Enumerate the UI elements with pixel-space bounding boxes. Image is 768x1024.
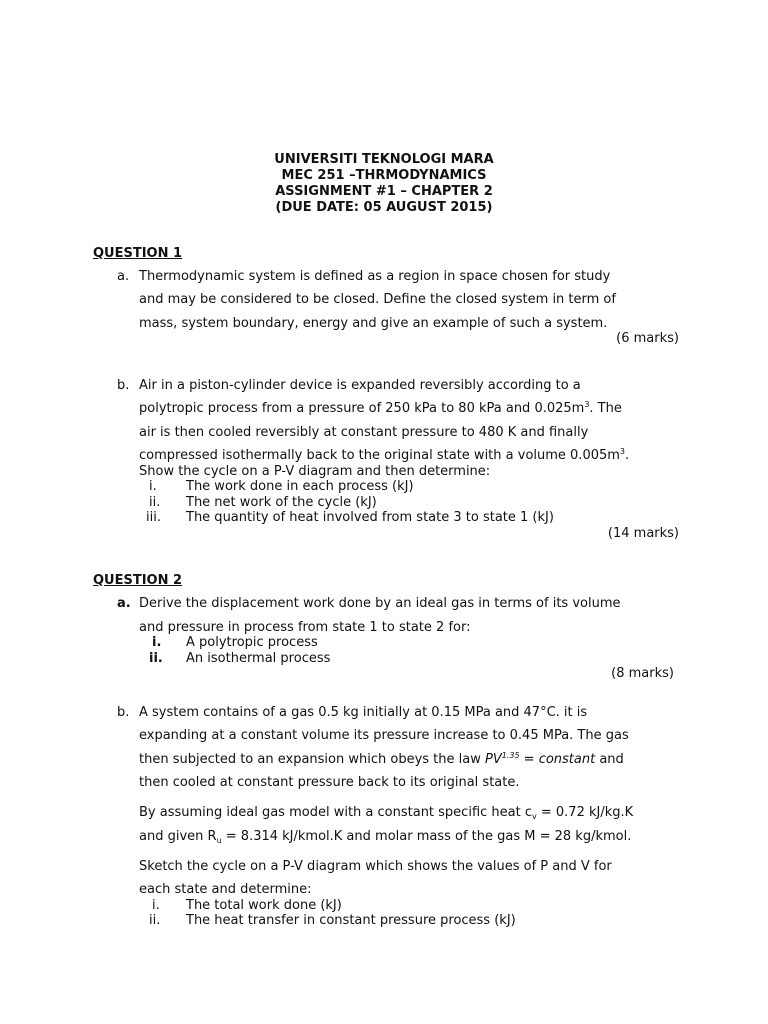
q2a-item-2-text: An isothermal process [186, 651, 331, 666]
q2b-item-1-text: The total work done (kJ) [186, 898, 342, 913]
question-2-title: QUESTION 2 [93, 573, 183, 588]
q2b-item-2-text: The heat transfer in constant pressure process (kJ) [186, 913, 516, 928]
q1b-item-2-text: The net work of the cycle (kJ) [186, 495, 377, 510]
q2b-item-1-num: i. [152, 898, 160, 913]
q1a-line-3: mass, system boundary, energy and give an example of such a system. [139, 316, 608, 331]
q1b-line-1: Air in a piston-cylinder device is expanded reversibly according to a [139, 378, 581, 393]
q2b-line-3: then subjected to an expansion which obeys the law $PV^{1.35}$ = constant and [139, 751, 624, 767]
q1b-line-3: air is then cooled reversibly at constant pressure to 480 K and finally [139, 425, 589, 440]
q2b-item-2-num: ii. [149, 913, 161, 928]
q1b-item-2-num: ii. [149, 495, 161, 510]
q1a-line-2: and may be considered to be closed. Define the closed system in term of [139, 292, 616, 307]
q1a-marks: (6 marks) [616, 331, 679, 346]
q2b-line-8: each state and determine: [139, 882, 312, 897]
q1b-item-1-text: The work done in each process (kJ) [186, 479, 414, 494]
q1b-line-5: Show the cycle on a P-V diagram and then determine: [139, 464, 491, 479]
q1b-line-2: polytropic process from a pressure of 250 kPa to 80 kPa and $0.025m^3$. The [139, 400, 622, 416]
q1b-line-4: compressed isothermally back to the original state with a volume $0.005m^3$. [139, 447, 630, 463]
q2b-line-7: Sketch the cycle on a P-V diagram which shows the values of P and V for [139, 859, 612, 874]
q1b-label: b. [117, 378, 130, 393]
q1a-label: a. [117, 269, 130, 284]
q2b-line-5: By assuming ideal gas model with a constant specific heat $c_v = 0.72$ kJ/kg.K [139, 805, 634, 821]
q2b-line-1: A system contains of a gas 0.5 kg initially at 0.15 MPa and 47°C. it is [139, 705, 588, 720]
q1a-line-1: Thermodynamic system is defined as a region in space chosen for study [139, 269, 611, 284]
q2a-item-2-num: ii. [149, 651, 163, 666]
q2a-label: a. [117, 596, 131, 611]
q2b-label: b. [117, 705, 130, 720]
q1b-item-3-num: iii. [146, 510, 161, 525]
header-course: MEC 251 –THRMODYNAMICS [281, 168, 487, 183]
q2a-line-2: and pressure in process from state 1 to state 2 for: [139, 620, 471, 635]
header-assignment: ASSIGNMENT #1 – CHAPTER 2 [275, 184, 493, 199]
header-university: UNIVERSITI TEKNOLOGI MARA [274, 152, 494, 167]
q2b-line-2: expanding at a constant volume its pressure increase to 0.45 MPa. The gas [139, 728, 629, 743]
q2b-line-6: and given $R_u = 8.314$ kJ/kmol.K and molar mass of the gas M = 28 kg/kmol. [139, 829, 632, 845]
q2b-line-4: then cooled at constant pressure back to its original state. [139, 775, 520, 790]
q2a-marks: (8 marks) [611, 666, 674, 681]
q1b-item-3-text: The quantity of heat involved from state 3 to state 1 (kJ) [186, 510, 554, 525]
q2a-item-1-text: A polytropic process [186, 635, 318, 650]
question-1-title: QUESTION 1 [93, 246, 183, 261]
q1b-item-1-num: i. [149, 479, 157, 494]
q2a-line-1: Derive the displacement work done by an ideal gas in terms of its volume [139, 596, 621, 611]
q1b-marks: (14 marks) [607, 526, 679, 541]
q2a-item-1-num: i. [152, 635, 162, 650]
header-due-date: (DUE DATE: 05 AUGUST 2015) [275, 200, 493, 215]
